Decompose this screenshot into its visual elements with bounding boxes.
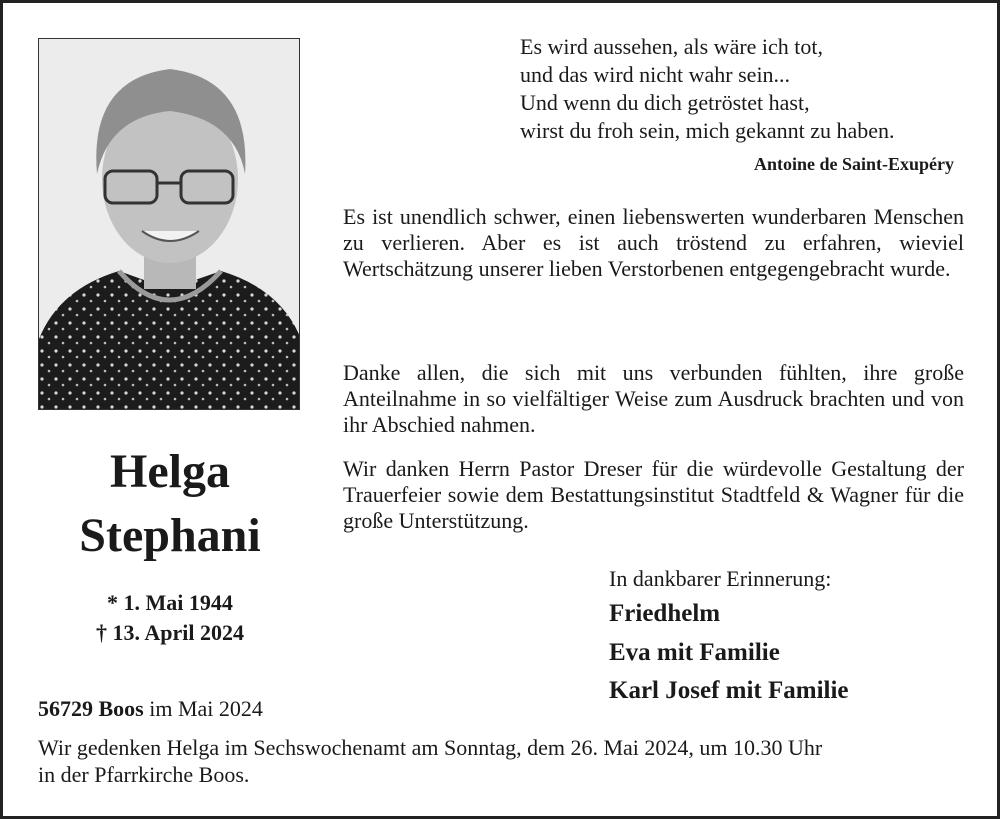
signature-intro: In dankbarer Erinnerung: (609, 566, 832, 591)
memorial-service-note (38, 734, 822, 788)
death-date: † 13. April 2024 (96, 620, 244, 645)
footer-line: Wir gedenken Helga im Sechswochenamt am Sonntag, dem 26. Mai 2024, um 10.30 Uhr (38, 735, 823, 760)
quote-line: wirst du froh sein, mich gekannt zu haben. (520, 118, 895, 143)
quote-line: Es wird aussehen, als wäre ich tot, (520, 34, 824, 59)
birth-date: * 1. Mai 1944 (107, 590, 233, 615)
portrait-icon (39, 39, 300, 410)
quote-line: und das wird nicht wahr sein... (520, 62, 791, 87)
first-name: Helga (110, 445, 230, 498)
place-date (38, 696, 263, 722)
last-name: Stephani (79, 509, 261, 562)
quote-line: Und wenn du dich getröstet hast, (520, 90, 810, 115)
signature-name: Karl Josef mit Familie (609, 677, 849, 704)
thanks-paragraph-1: Es ist unendlich schwer, einen liebenswerten wunderbaren Menschen zu verlieren. Aber es ist auch tröstend zu erfahren, wieviel Wertschätzung unserer lieben Verstorbenen entgegengebracht wurde. (343, 204, 964, 281)
thanks-paragraph-3: Wir danken Herrn Pastor Dreser für die würdevolle Gestaltung der Trauerfeier sowie dem Bestattungsinstitut Stadtfeld & Wagner für die große Unterstützung. (343, 456, 964, 533)
poem-quote (520, 33, 895, 145)
footer-line: in der Pfarrkirche Boos. (38, 762, 250, 787)
signature-name: Friedhelm (609, 600, 721, 627)
signature-name: Eva mit Familie (609, 639, 780, 666)
place-name: 56729 Boos (38, 696, 144, 721)
quote-author: Antoine de Saint-Exupéry (753, 154, 954, 174)
portrait-photo (38, 38, 300, 410)
place-date-text: im Mai 2024 (143, 696, 263, 721)
thanks-paragraph-2: Danke allen, die sich mit uns verbunden fühlten, ihre große Anteilnahme in so vielfältiger Weise zum Ausdruck brachten und von ihr Abschied nahmen. (343, 360, 964, 437)
